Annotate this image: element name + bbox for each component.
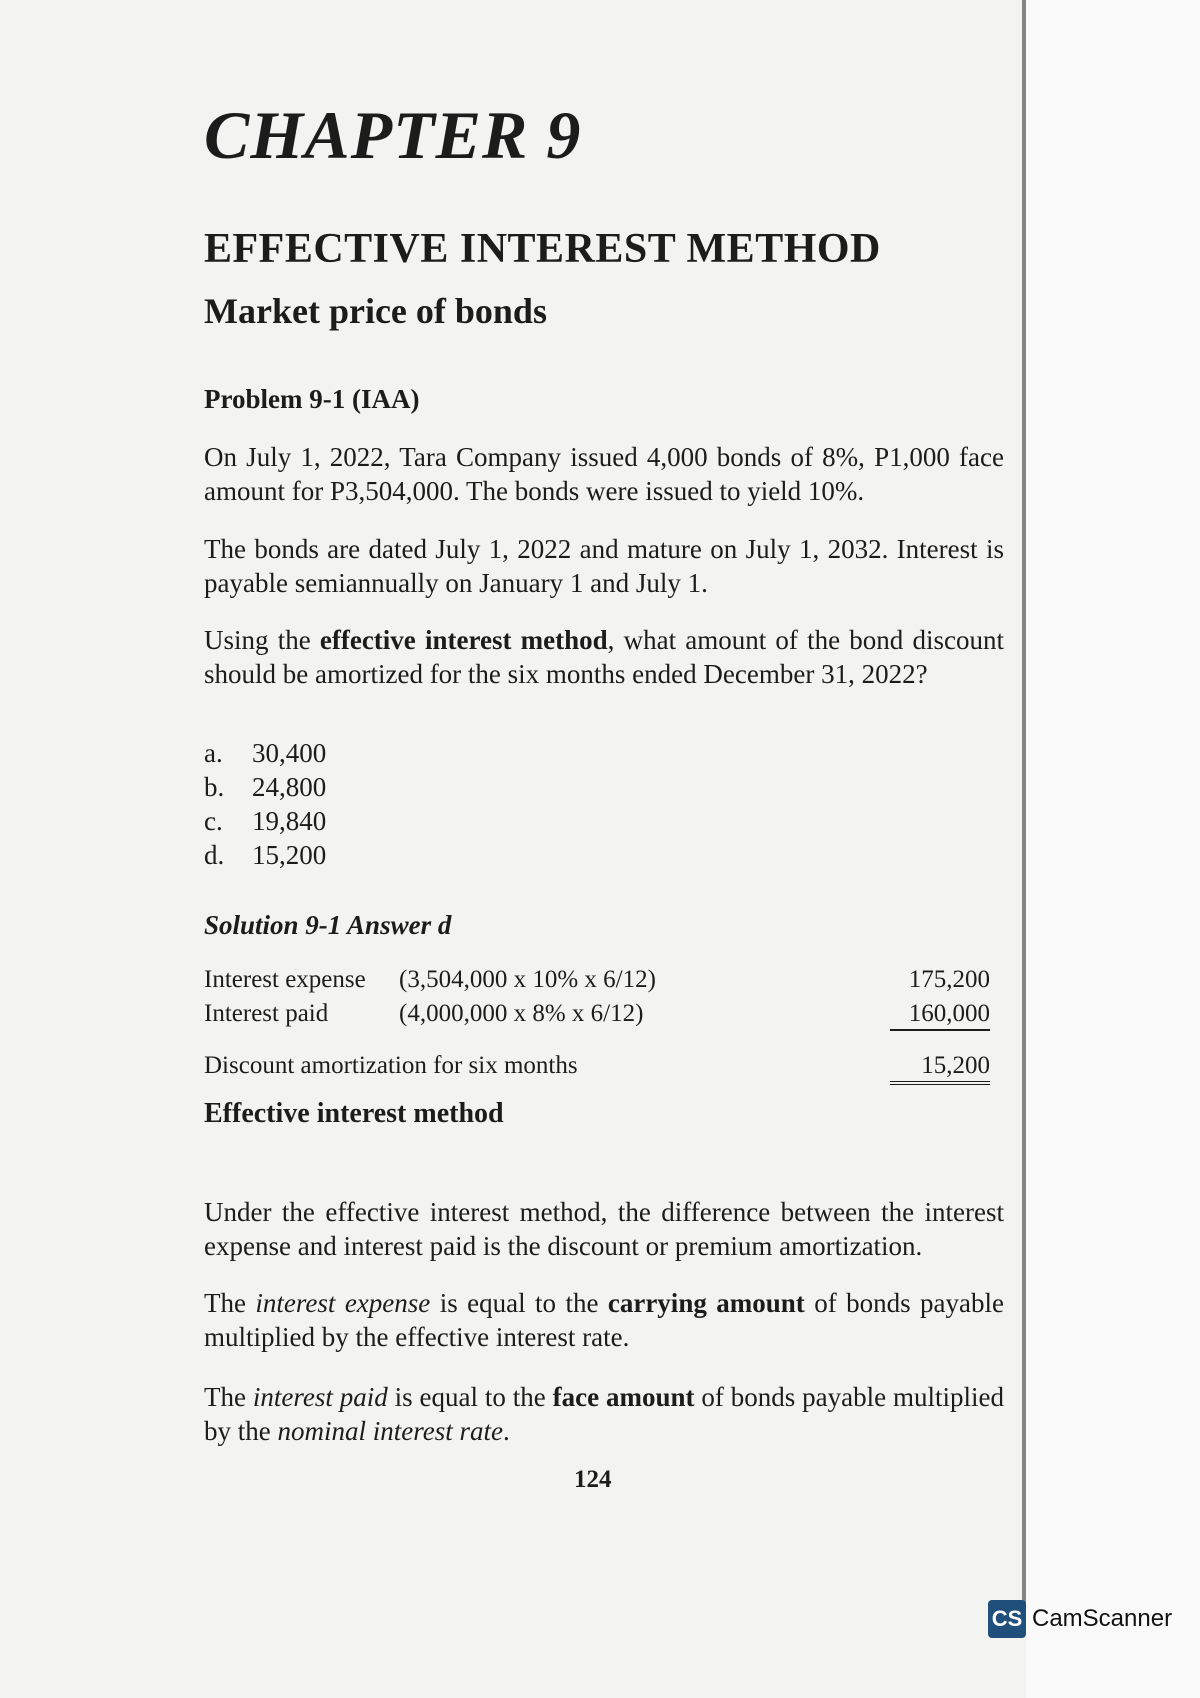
page-edge-shadow: [1022, 0, 1026, 1615]
total-label: Discount amortization for six months: [204, 1052, 578, 1079]
choice-c: [204, 804, 326, 838]
choice-letter: b.: [204, 772, 225, 802]
text-bold: carrying amount: [607, 1288, 805, 1318]
choice-value: 30,400: [252, 738, 327, 768]
choice-a: [204, 736, 326, 770]
question-text-bold: effective interest method: [319, 625, 608, 655]
answer-choices: [204, 736, 326, 872]
problem-question: [204, 623, 1004, 691]
text-italic: nominal interest rate: [277, 1416, 503, 1446]
section-title: EFFECTIVE INTEREST METHOD: [204, 226, 881, 272]
row-amount: 175,200: [908, 966, 990, 993]
text-italic: interest expense: [255, 1288, 431, 1318]
text: .: [502, 1416, 510, 1446]
text: The: [204, 1288, 256, 1318]
problem-paragraph-1: On July 1, 2022, Tara Company issued 4,000 bonds of 8%, P1,000 face amount for P3,504,000. The bonds were issued to yield 10%.: [204, 442, 1004, 506]
text: of bonds payable multiplied by the: [204, 1382, 1004, 1446]
section-subtitle: Market price of bonds: [204, 291, 547, 331]
solution-heading: Solution 9-1 Answer d: [204, 910, 452, 940]
question-text-1: Using the: [204, 625, 320, 655]
solution-table: [204, 963, 990, 1085]
choice-letter: a.: [204, 738, 223, 768]
solution-row-total: [204, 1049, 990, 1085]
camscanner-watermark: [988, 1600, 1172, 1638]
row-label: Interest expense: [204, 966, 366, 993]
solution-row-interest-expense: [204, 963, 990, 997]
question-text-2: , what amount of the bond discount should be amortized for the six months ended December 31, 2022?: [204, 625, 1004, 689]
choice-letter: c.: [204, 806, 223, 836]
text: is equal to the: [387, 1382, 553, 1412]
method-heading: Effective interest method: [204, 1098, 504, 1129]
page-content: [204, 97, 1005, 1493]
total-amount: 15,200: [890, 1051, 990, 1085]
text: The: [204, 1382, 253, 1412]
problem-paragraph-2: The bonds are dated July 1, 2022 and mature on July 1, 2032. Interest is payable semiannually on January 1 and July 1.: [204, 534, 1004, 598]
text-italic: interest paid: [252, 1382, 388, 1412]
row-label: Interest paid: [204, 1000, 329, 1027]
text: of bonds payable multiplied by the effective interest rate.: [204, 1288, 1005, 1352]
chapter-title: CHAPTER 9: [204, 97, 582, 173]
solution-row-interest-paid: [204, 997, 990, 1031]
choice-value: 24,800: [252, 772, 327, 802]
choice-d: [204, 838, 326, 872]
choice-b: [204, 770, 326, 804]
row-calculation: (3,504,000 x 10% x 6/12): [399, 966, 656, 993]
camscanner-logo-icon: CS: [988, 1600, 1026, 1638]
page-number: 124: [574, 1466, 612, 1493]
text: is equal to the: [430, 1288, 608, 1318]
page-background-margin: [1026, 0, 1200, 1698]
choice-value: 15,200: [252, 840, 327, 870]
method-paragraph-2: [204, 1286, 1004, 1354]
text-bold: face amount: [552, 1382, 695, 1412]
camscanner-text: CamScanner: [1032, 1605, 1173, 1632]
method-paragraph-3: [204, 1380, 1004, 1448]
choice-value: 19,840: [252, 806, 327, 836]
problem-heading: Problem 9-1 (IAA): [204, 384, 420, 414]
choice-letter: d.: [204, 840, 225, 870]
row-amount: 160,000: [890, 999, 990, 1031]
row-calculation: (4,000,000 x 8% x 6/12): [399, 1000, 644, 1027]
method-paragraph-1: Under the effective interest method, the difference between the interest expense and interest paid is the discount or premium amortization.: [204, 1197, 1004, 1261]
